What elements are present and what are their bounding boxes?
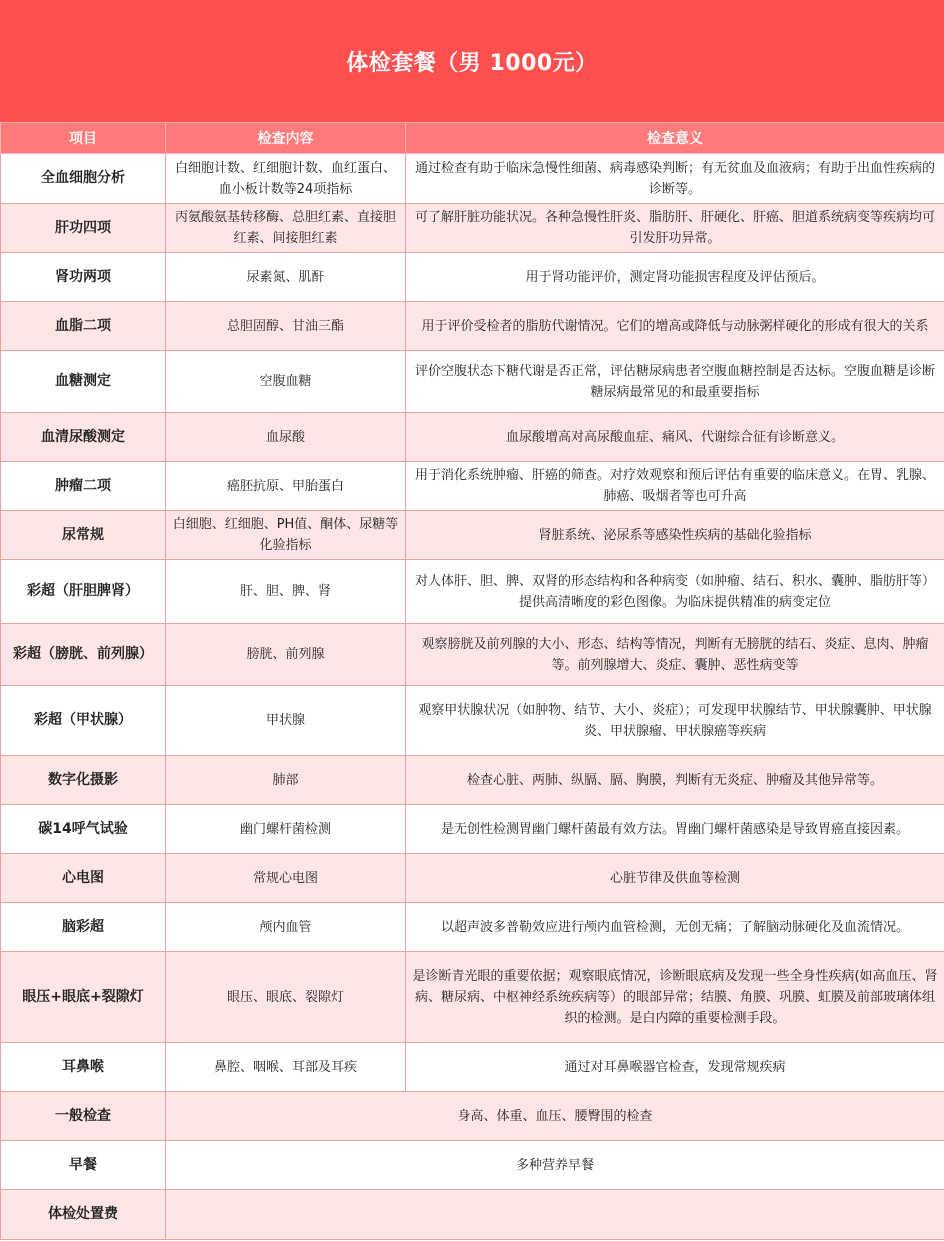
item-meaning: 肾脏系统、泌尿系等感染性疾病的基础化验指标: [406, 511, 944, 560]
item-content: 丙氨酸氨基转移酶、总胆红素、直接胆红素、间接胆红素: [166, 204, 406, 253]
item-content: 尿素氮、肌酐: [166, 253, 406, 302]
table-row: [1, 1141, 944, 1190]
item-content: 甲状腺: [166, 686, 406, 756]
table-row: [1, 686, 944, 756]
table-row: [1, 351, 944, 413]
table-row: [1, 462, 944, 511]
table-row: [1, 1092, 944, 1141]
item-content: 总胆固醇、甘油三酯: [166, 302, 406, 351]
item-meaning: 观察甲状腺状况（如肿物、结节、大小、炎症）；可发现甲状腺结节、甲状腺囊肿、甲状腺炎、甲状腺瘤、甲状腺癌等疾病: [406, 686, 944, 756]
item-content: 颅内血管: [166, 903, 406, 952]
item-content: 膀胱、前列腺: [166, 624, 406, 686]
item-meaning: 是无创性检测胃幽门螺杆菌最有效方法。胃幽门螺杆菌感染是导致胃癌直接因素。: [406, 805, 944, 854]
table-row: [1, 253, 944, 302]
item-name: 肾功两项: [1, 253, 166, 302]
header-item: 项目: [1, 123, 166, 154]
item-content: 白细胞、红细胞、PH值、酮体、尿糖等化验指标: [166, 511, 406, 560]
item-name: 体检处置费: [1, 1190, 166, 1240]
item-content: 常规心电图: [166, 854, 406, 903]
item-meaning: 是诊断青光眼的重要依据；观察眼底情况，诊断眼底病及发现一些全身性疾病(如高血压、肾病、糖尿病、中枢神经系统疾病等）的眼部异常；结膜、角膜、巩膜、虹膜及前部玻璃体组织的检测。是白内障的重要检测手段。: [406, 952, 944, 1043]
item-content: [166, 1190, 944, 1240]
header-content: 检查内容: [166, 123, 406, 154]
table-row: [1, 560, 944, 624]
item-meaning: 检查心脏、两肺、纵膈、膈、胸膜，判断有无炎症、肿瘤及其他异常等。: [406, 756, 944, 805]
item-meaning: 评价空腹状态下糖代谢是否正常，评估糖尿病患者空腹血糖控制是否达标。空腹血糖是诊断糖尿病最常见的和最重要指标: [406, 351, 944, 413]
item-meaning: 对人体肝、胆、脾、双肾的形态结构和各种病变（如肿瘤、结石、积水、囊肿、脂肪肝等）提供高清晰度的彩色图像。为临床提供精准的病变定位: [406, 560, 944, 624]
item-name: 一般检查: [1, 1092, 166, 1141]
item-name: 尿常规: [1, 511, 166, 560]
item-meaning: 通过检查有助于临床急慢性细菌、病毒感染判断；有无贫血及血液病；有助于出血性疾病的诊断等。: [406, 154, 944, 204]
table-row: [1, 154, 944, 204]
table-row: [1, 756, 944, 805]
item-name: 肿瘤二项: [1, 462, 166, 511]
item-meaning: 观察膀胱及前列腺的大小、形态、结构等情况，判断有无膀胱的结石、炎症、息肉、肿瘤等。前列腺增大、炎症、囊肿、恶性病变等: [406, 624, 944, 686]
page-title-banner: [0, 0, 944, 122]
item-content: 肝、胆、脾、肾: [166, 560, 406, 624]
item-meaning: 以超声波多普勒效应进行颅内血管检测，无创无痛；了解脑动脉硬化及血流情况。: [406, 903, 944, 952]
item-meaning: 心脏节律及供血等检测: [406, 854, 944, 903]
item-meaning: 用于肾功能评价，测定肾功能损害程度及评估预后。: [406, 253, 944, 302]
table-row: [1, 1190, 944, 1240]
table-row: [1, 511, 944, 560]
table-row: [1, 1043, 944, 1092]
item-name: 全血细胞分析: [1, 154, 166, 204]
item-name: 血脂二项: [1, 302, 166, 351]
item-name: 脑彩超: [1, 903, 166, 952]
item-name: 肝功四项: [1, 204, 166, 253]
item-content: 空腹血糖: [166, 351, 406, 413]
item-name: 碳14呼气试验: [1, 805, 166, 854]
item-content: 白细胞计数、红细胞计数、血红蛋白、血小板计数等24项指标: [166, 154, 406, 204]
item-meaning: 用于消化系统肿瘤、肝癌的筛查。对疗效观察和预后评估有重要的临床意义。在胃、乳腺、肺癌、吸烟者等也可升高: [406, 462, 944, 511]
item-name: 早餐: [1, 1141, 166, 1190]
item-content: 身高、体重、血压、腰臀围的检查: [166, 1092, 944, 1141]
item-content: 眼压、眼底、裂隙灯: [166, 952, 406, 1043]
item-name: 心电图: [1, 854, 166, 903]
item-name: 血清尿酸测定: [1, 413, 166, 462]
page-title: 体检套餐（男 1000元）: [346, 50, 598, 76]
item-content: 幽门螺杆菌检测: [166, 805, 406, 854]
item-content: 肺部: [166, 756, 406, 805]
item-name: 彩超（膀胱、前列腺）: [1, 624, 166, 686]
item-content: 鼻腔、咽喉、耳部及耳疾: [166, 1043, 406, 1092]
table-row: [1, 302, 944, 351]
item-meaning: 血尿酸增高对高尿酸血症、痛风、代谢综合征有诊断意义。: [406, 413, 944, 462]
item-meaning: 用于评价受检者的脂肪代谢情况。它们的增高或降低与动脉粥样硬化的形成有很大的关系: [406, 302, 944, 351]
item-name: 血糖测定: [1, 351, 166, 413]
item-meaning: 通过对耳鼻喉器官检查，发现常规疾病: [406, 1043, 944, 1092]
item-name: 彩超（甲状腺）: [1, 686, 166, 756]
item-meaning: 可了解肝脏功能状况。各种急慢性肝炎、脂肪肝、肝硬化、肝癌、胆道系统病变等疾病均可引发肝功异常。: [406, 204, 944, 253]
table-row: [1, 854, 944, 903]
package-table: [0, 122, 944, 1240]
table-row: [1, 413, 944, 462]
table-row: [1, 204, 944, 253]
item-name: 眼压+眼底+裂隙灯: [1, 952, 166, 1043]
table-row: [1, 805, 944, 854]
item-name: 彩超（肝胆脾肾）: [1, 560, 166, 624]
table-row: [1, 903, 944, 952]
item-content: 癌胚抗原、甲胎蛋白: [166, 462, 406, 511]
item-content: 多种营养早餐: [166, 1141, 944, 1190]
table-row: [1, 952, 944, 1043]
item-content: 血尿酸: [166, 413, 406, 462]
header-meaning: 检查意义: [406, 123, 944, 154]
item-name: 耳鼻喉: [1, 1043, 166, 1092]
table-header-row: [1, 123, 944, 154]
item-name: 数字化摄影: [1, 756, 166, 805]
table-row: [1, 624, 944, 686]
